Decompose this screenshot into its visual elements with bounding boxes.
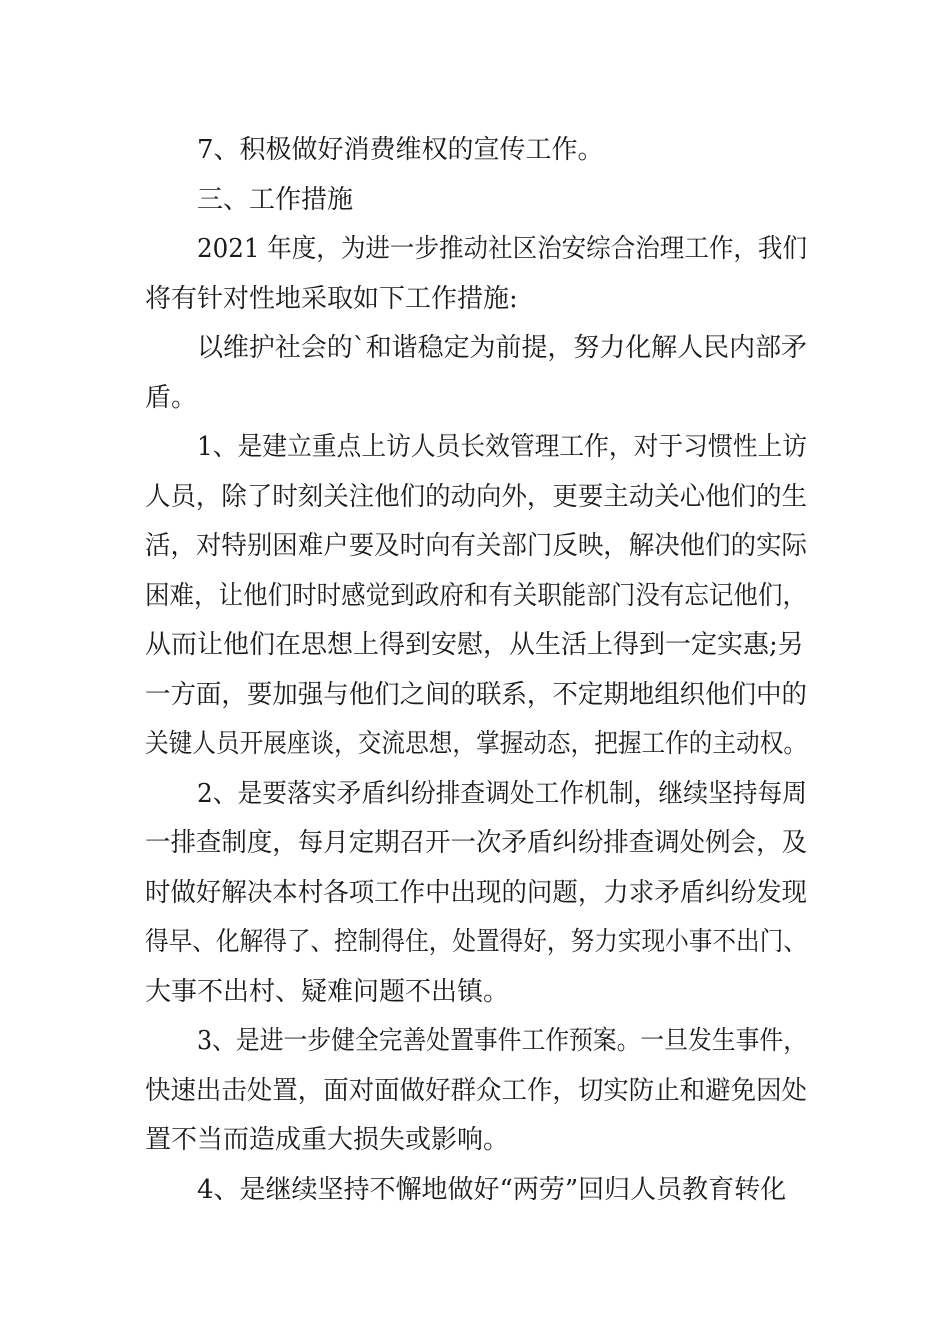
text-line: 4、是继续坚持不懈地做好“两劳”回归人员教育转化 xyxy=(197,1174,787,1205)
text-line: 盾。 xyxy=(145,382,198,413)
paragraph-item-2 xyxy=(145,770,807,1018)
section-heading-work-measures xyxy=(145,176,807,226)
text-line: 快速出击处置，面对面做好群众工作，切实防止和避免因处 xyxy=(145,1075,807,1106)
text-line: 从而让他们在思想上得到安慰，从生活上得到一定实惠;另 xyxy=(145,630,804,660)
paragraph-premise xyxy=(145,324,807,423)
text-line: 3、是进一步健全完善处置事件工作预案。一旦发生事件， xyxy=(197,1026,807,1056)
text-line: 困难，让他们时时感觉到政府和有关职能部门没有忘记他们， xyxy=(145,580,807,611)
text-line: 置不当而造成重大损失或影响。 xyxy=(145,1125,510,1155)
paragraph-item-3 xyxy=(145,1017,807,1166)
section-heading: 三、工作措施 xyxy=(197,184,354,215)
text-line: 人员，除了时刻关注他们的动向外，更要主动关心他们的生 xyxy=(145,481,807,512)
text-line: 将有针对性地采取如下工作措施: xyxy=(145,283,518,314)
text-line: 时做好解决本村各项工作中出现的问题，力求矛盾纠纷发现 xyxy=(145,877,807,908)
text-line: 关键人员开展座谈，交流思想，掌握动态，把握工作的主动权。 xyxy=(145,729,807,759)
text-line: 2、是要落实矛盾纠纷排查调处工作机制，继续坚持每周 xyxy=(197,778,807,809)
text-line: 大事不出村、疑难问题不出镇。 xyxy=(145,976,510,1007)
text-line: 7、积极做好消费维权的宣传工作。 xyxy=(197,135,604,165)
text-line: 1、是建立重点上访人员长效管理工作，对于习惯性上访 xyxy=(197,432,807,462)
text-line: 2021 年度，为进一步推动社区治安综合治理工作，我们 xyxy=(197,234,807,264)
text-line: 活，对特别困难户要及时向有关部门反映，解决他们的实际 xyxy=(145,531,807,561)
text-line: 一方面，要加强与他们之间的联系，不定期地组织他们中的 xyxy=(145,679,807,710)
paragraph-intro xyxy=(145,225,807,324)
text-line: 以维护社会的`和谐稳定为前提，努力化解人民内部矛 xyxy=(197,333,807,363)
paragraph-item-4 xyxy=(145,1166,807,1216)
paragraph-consumer-rights xyxy=(145,126,807,176)
text-line: 得早、化解得了、控制得住，处置得好，努力实现小事不出门、 xyxy=(145,927,807,957)
text-line: 一排查制度，每月定期召开一次矛盾纠纷排查调处例会，及 xyxy=(145,828,807,858)
paragraph-item-1 xyxy=(145,423,807,770)
document-body xyxy=(145,126,807,1215)
